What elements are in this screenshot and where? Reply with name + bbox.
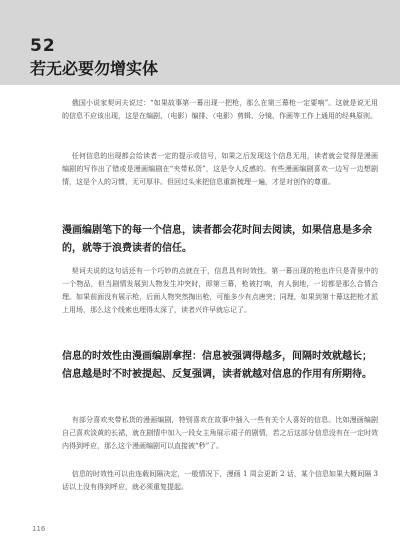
paragraph-3: 契诃夫说的这句话还有一个巧妙的点就在于，信息具有时效性。第一幕出现的枪也许只是背景中的一个物品，但当剧情发展到人物发生冲突时，即第三幕，枪被打响，有人倒地，一切都是那么合情合理。如果前面没有展示枪，后面人物突然掏出枪，可能多少有点唐突；同理，如果到第十幕这把枪才派上用场，那么这个线索也埋得太深了，读者兴许早就忘记了。: [62, 267, 378, 314]
chapter-number: 52: [30, 36, 56, 56]
highlight-1: 漫画编剧笔下的每一个信息，读者都会花时间去阅读，如果信息是多余的，就等于浪费读者的信任。: [62, 225, 372, 254]
page-number: 116: [32, 525, 46, 533]
chapter-title: 若无必要勿增实体: [30, 59, 159, 78]
paragraph-2: 任何信息的出现都会给读者一定的提示或信号，如果之后发现这个信息无用，读者就会觉得是漫画编剧的写作出了错或是漫画编剧在“夹带私货”，这是令人反感的。有些漫画编剧喜欢一边写一边想剧情，这是个人的习惯，无可厚非。但回过头来把信息重新梳理一遍，才是对创作的尊重。: [62, 152, 378, 186]
highlight-2: 信息的时效性由漫画编剧拿捏：信息被强调得越多，间隔时效就越长；信息越是时不时被提起、反复强调，读者就越对信息的作用有所期待。: [62, 351, 372, 380]
paragraph-4: 有部分喜欢夹带私货的漫画编剧，特别喜欢在故事中插入一些有关个人喜好的信息。比如漫画编剧自己喜欢淡黄的长裙，就在剧情中加入一段女主角展示裙子的剧情，若之后这部分信息没有在一定时效内得到呼应，那么这个漫画编剧可以直接被“秒”了。: [62, 416, 378, 450]
paragraph-5: 信息的时效性可以由连载间隔决定，一般情况下，漫画 1 周会更新 2 话，某个信息如果大概间隔 3 话以上没有得到呼应，就必须重复提起。: [62, 470, 378, 491]
paragraph-1: 俄国小说家契诃夫说过：“如果故事第一幕出现一把枪，那么在第三幕枪一定要响”。这就是说无用的信息不应该出现，这是在编剧、（电影）编排、（电影）剪辑、分镜、作画等工作上通用的经典原则。: [62, 99, 378, 120]
chapter-header: [0, 0, 400, 85]
